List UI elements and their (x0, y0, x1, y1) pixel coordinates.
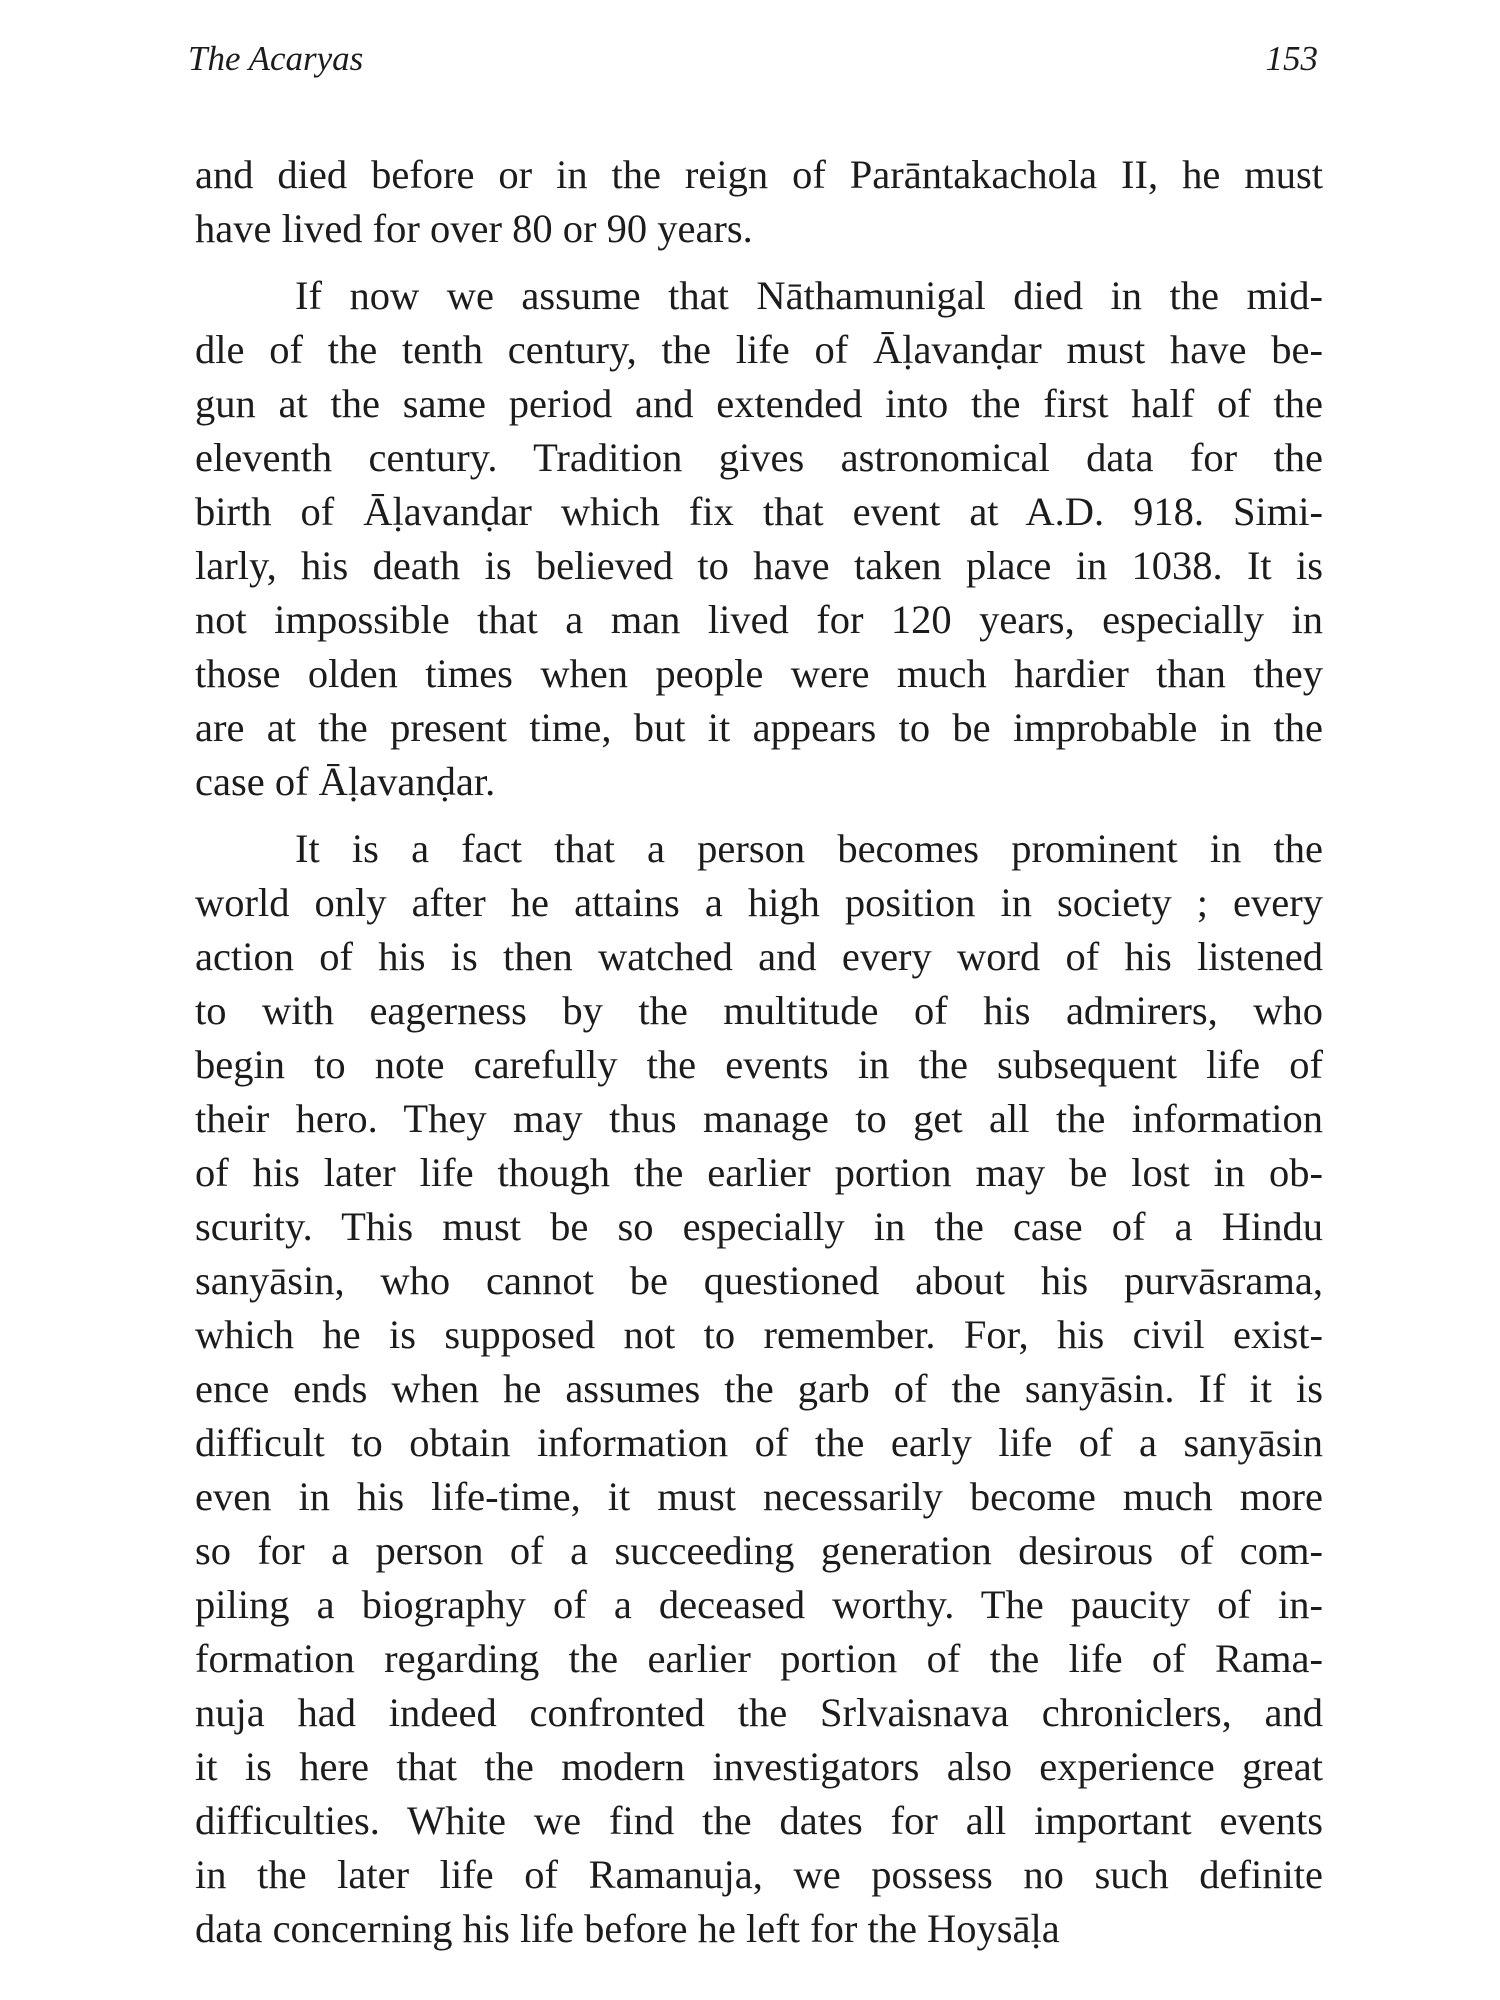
text-line: ence ends when he assumes the garb of the sanyāsin. If it is (195, 1366, 1323, 1411)
text-line: it is here that the modern investigators also experience great (195, 1744, 1323, 1789)
text-line: case of Āḷavanḍar. (195, 759, 496, 804)
text-line: and died before or in the reign of Parāntakachola II, he must (195, 152, 1323, 197)
text-line: difficult to obtain information of the early life of a sanyāsin (195, 1420, 1323, 1465)
text-line: so for a person of a succeeding generation desirous of com- (195, 1528, 1323, 1573)
text-line: not impossible that a man lived for 120 years, especially in (195, 597, 1323, 642)
text-line: data concerning his life before he left for the Hoysāḷa (195, 1906, 1060, 1951)
text-line: gun at the same period and extended into the first half of the (195, 381, 1323, 426)
text-line: world only after he attains a high position in society ; every (195, 880, 1323, 925)
text-line: in the later life of Ramanuja, we possess no such definite (195, 1852, 1323, 1897)
page-number: 153 (1265, 39, 1318, 78)
text-line: have lived for over 80 or 90 years. (195, 206, 753, 251)
running-head-title: The Acaryas (188, 39, 364, 78)
text-line: dle of the tenth century, the life of Āḷavanḍar must have be- (195, 327, 1323, 372)
body-text (195, 148, 1323, 1956)
text-line: to with eagerness by the multitude of his admirers, who (195, 988, 1323, 1033)
text-line: those olden times when people were much hardier than they (195, 651, 1323, 696)
running-head (188, 34, 1318, 84)
text-line: difficulties. White we find the dates for all important events (195, 1798, 1323, 1843)
text-line: which he is supposed not to remember. For, his civil exist- (195, 1312, 1323, 1357)
text-line: birth of Āḷavanḍar which fix that event at A.D. 918. Simi- (195, 489, 1323, 534)
text-line: begin to note carefully the events in the subsequent life of (195, 1042, 1323, 1087)
paragraph (195, 148, 1323, 256)
text-line: eleventh century. Tradition gives astronomical data for the (195, 435, 1323, 480)
text-line: their hero. They may thus manage to get all the information (195, 1096, 1323, 1141)
text-line: sanyāsin, who cannot be questioned about his purvāsrama, (195, 1258, 1323, 1303)
text-line: formation regarding the earlier portion of the life of Rama- (195, 1636, 1323, 1681)
text-line: are at the present time, but it appears to be improbable in the (195, 705, 1323, 750)
text-line: It is a fact that a person becomes prominent in the (295, 826, 1323, 871)
text-line: piling a biography of a deceased worthy. The paucity of in- (195, 1582, 1323, 1627)
paragraph (195, 822, 1323, 1956)
text-line: even in his life-time, it must necessarily become much more (195, 1474, 1323, 1519)
text-line: scurity. This must be so especially in the case of a Hindu (195, 1204, 1323, 1249)
text-line: action of his is then watched and every word of his listened (195, 934, 1323, 979)
text-line: If now we assume that Nāthamunigal died in the mid- (295, 273, 1323, 318)
text-line: larly, his death is believed to have taken place in 1038. It is (195, 543, 1323, 588)
text-line: of his later life though the earlier portion may be lost in ob- (195, 1150, 1323, 1195)
text-line: nuja had indeed confronted the Srlvaisnava chroniclers, and (195, 1690, 1323, 1735)
paragraph (195, 269, 1323, 809)
